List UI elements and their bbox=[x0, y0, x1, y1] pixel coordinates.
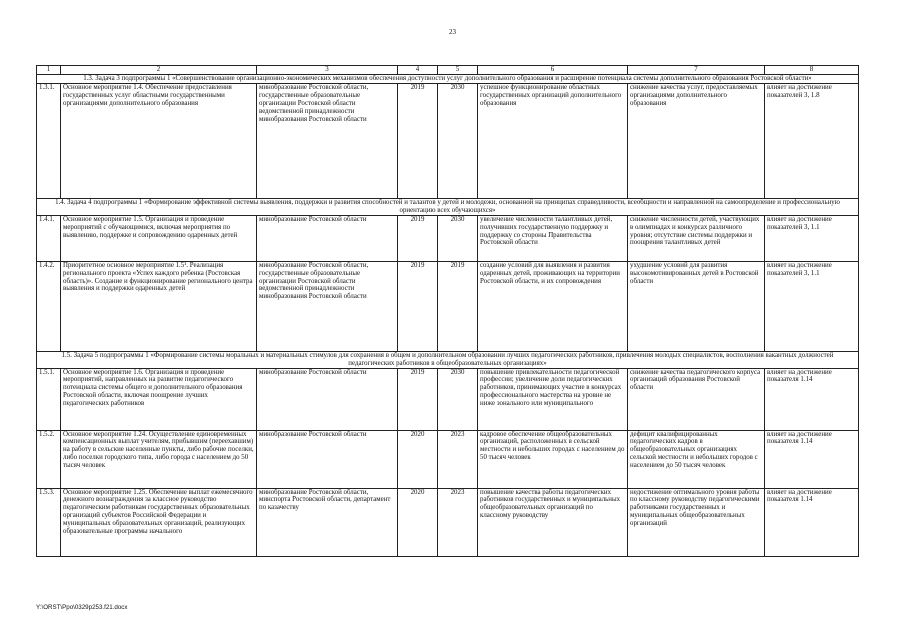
table-row bbox=[37, 430, 859, 488]
row-number: 1.4.2. bbox=[37, 261, 61, 351]
col-number: 5 bbox=[438, 66, 478, 75]
col-number: 1 bbox=[37, 66, 61, 75]
executor: минобразование Ростовской области, государственные образовательные организации Ростовской области ведомственной принадлежности минобразования Ростовской области bbox=[257, 261, 398, 351]
end-year: 2023 bbox=[438, 488, 478, 556]
table-row bbox=[37, 215, 859, 261]
table-row bbox=[37, 368, 859, 430]
indicator-link: влияет на достижение показателя 1.14 bbox=[765, 430, 859, 488]
row-number: 1.3.1. bbox=[37, 83, 61, 198]
start-year: 2020 bbox=[398, 430, 438, 488]
table-row bbox=[37, 83, 859, 198]
consequence: снижение качества услуг, предоставляемых организациями дополнительного образования bbox=[628, 83, 765, 198]
col-number: 7 bbox=[628, 66, 765, 75]
col-number: 3 bbox=[257, 66, 398, 75]
file-path-footer: Y:\ORST\Ppo\0329p253.f21.docx bbox=[36, 604, 128, 611]
expected-result: повышение качества работы педагогических работников государственных и муниципальных общеобразовательных организаций по классному руководству bbox=[478, 488, 628, 556]
start-year: 2019 bbox=[398, 368, 438, 430]
end-year: 2030 bbox=[438, 215, 478, 261]
section-title: 1.4. Задача 4 подпрограммы 1 «Формирование эффективной системы выявления, поддержки и развития способностей и талантов у детей и молодежи, основанной на принципах справедливости, всеобщности и направленной на самоопределение и профессиональную ориентацию всех обучающихся» bbox=[37, 198, 859, 215]
start-year: 2020 bbox=[398, 488, 438, 556]
expected-result: кадровое обеспечение общеобразовательных организаций, расположенных в сельской местности и небольших городах с населением до 50 тысяч человек bbox=[478, 430, 628, 488]
measure-name: Основное мероприятие 1.24. Осуществление единовременных компенсационных выплат учителям, прибывшим (переехавшим) на работу в сельские населенные пункты, либо рабочие поселки, либо поселки городского типа, либо города с населением до 50 тысяч человек bbox=[61, 430, 257, 488]
page-number: 23 bbox=[449, 28, 456, 36]
consequence: недостижение оптимального уровня работы по классному руководству педагогическими работниками государственных и муниципальных общеобразовательных организаций bbox=[628, 488, 765, 556]
indicator-link: влияет на достижение показателя 1.14 bbox=[765, 488, 859, 556]
end-year: 2019 bbox=[438, 261, 478, 351]
expected-result: повышение привлекательности педагогической профессии; увеличение доли педагогических работников, принимающих участие в конкурсах профессионального мастерства на уровне не ниже зонального или муниципального bbox=[478, 368, 628, 430]
executor: минобразование Ростовской области bbox=[257, 430, 398, 488]
measure-name: Основное мероприятие 1.6. Организация и проведение мероприятий, направленных на развитие педагогического потенциала системы общего и дополнительного образования Ростовской области, включая поощрение лучших педагогических работников bbox=[61, 368, 257, 430]
col-number: 2 bbox=[61, 66, 257, 75]
table-row bbox=[37, 261, 859, 351]
col-number: 4 bbox=[398, 66, 438, 75]
row-number: 1.5.2. bbox=[37, 430, 61, 488]
end-year: 2023 bbox=[438, 430, 478, 488]
measure-name: Основное мероприятие 1.25. Обеспечение выплат ежемесячного денежного вознаграждения за классное руководство педагогическим работникам государственных образовательных организаций субъектов Российской Федерации и муниципальных образовательных организаций, реализующих образовательные программы начального bbox=[61, 488, 257, 556]
indicator-link: влияет на достижение показателей 3, 1.1 bbox=[765, 215, 859, 261]
executor: минобразование Ростовской области, государственные образовательные организации Ростовской области ведомственной принадлежности минобразования Ростовской области bbox=[257, 83, 398, 198]
section-row bbox=[37, 75, 859, 84]
measure-name: Основное мероприятие 1.4. Обеспечение предоставления государственных услуг областными государственными организациями дополнительного образования bbox=[61, 83, 257, 198]
executor: минобразование Ростовской области bbox=[257, 215, 398, 261]
measure-name: Приоритетное основное мероприятие 1.5¹. Реализация регионального проекта «Успех каждого ребенка (Ростовская область)». Создание и функционирование регионального центра выявления и поддержки одаренных детей bbox=[61, 261, 257, 351]
measures-table bbox=[36, 65, 859, 557]
consequence: снижение качества педагогического корпуса организаций образования Ростовской области bbox=[628, 368, 765, 430]
col-number: 6 bbox=[478, 66, 628, 75]
indicator-link: влияет на достижение показателей 3, 1.1 bbox=[765, 261, 859, 351]
executor: минобразование Ростовской области bbox=[257, 368, 398, 430]
measure-name: Основное мероприятие 1.5. Организация и проведение мероприятий с обучающимися, включая мероприятия по выявлению, поддержке и сопровождению одаренных детей bbox=[61, 215, 257, 261]
executor: минобразование Ростовской области, минспорта Ростовской области, департамент по казачеству bbox=[257, 488, 398, 556]
indicator-link: влияет на достижение показателей 3, 1.8 bbox=[765, 83, 859, 198]
row-number: 1.4.1. bbox=[37, 215, 61, 261]
start-year: 2019 bbox=[398, 215, 438, 261]
section-title: 1.3. Задача 3 подпрограммы 1 «Совершенствование организационно-экономических механизмов обеспечения доступности услуг дополнительного образования и расширение потенциала системы дополнительного образования Ростовской области» bbox=[37, 75, 859, 84]
col-number: 8 bbox=[765, 66, 859, 75]
expected-result: успешное функционирование областных государственных организаций дополнительного образования bbox=[478, 83, 628, 198]
consequence: ухудшение условий для развития высокомотивированных детей в Ростовской области bbox=[628, 261, 765, 351]
end-year: 2030 bbox=[438, 83, 478, 198]
consequence: дефицит квалифицированных педагогических кадров в общеобразовательных организациях сельской местности и небольших городов с населением до 50 тысяч человек bbox=[628, 430, 765, 488]
column-number-row bbox=[37, 66, 859, 75]
section-row bbox=[37, 198, 859, 215]
start-year: 2019 bbox=[398, 261, 438, 351]
expected-result: создание условий для выявления и развития одаренных детей, проживающих на территории Ростовской области, и их сопровождения bbox=[478, 261, 628, 351]
section-row bbox=[37, 351, 859, 368]
consequence: снижение численности детей, участвующих в олимпиадах и конкурсах различного уровня; отсутствие системы поддержки и поощрения талантливых детей bbox=[628, 215, 765, 261]
start-year: 2019 bbox=[398, 83, 438, 198]
row-number: 1.5.1. bbox=[37, 368, 61, 430]
row-number: 1.5.3. bbox=[37, 488, 61, 556]
end-year: 2030 bbox=[438, 368, 478, 430]
section-title: 1.5. Задача 5 подпрограммы 1 «Формирование системы моральных и материальных стимулов для сохранения в общем и дополнительном образовании лучших педагогических работников, привлечения молодых специалистов, восполнения вакантных должностей педагогических работников в общеобразовательных организациях» bbox=[37, 351, 859, 368]
expected-result: увеличение численности талантливых детей, получивших государственную поддержку и поддержку со стороны Правительства Ростовской области bbox=[478, 215, 628, 261]
table-row bbox=[37, 488, 859, 556]
indicator-link: влияет на достижение показателя 1.14 bbox=[765, 368, 859, 430]
